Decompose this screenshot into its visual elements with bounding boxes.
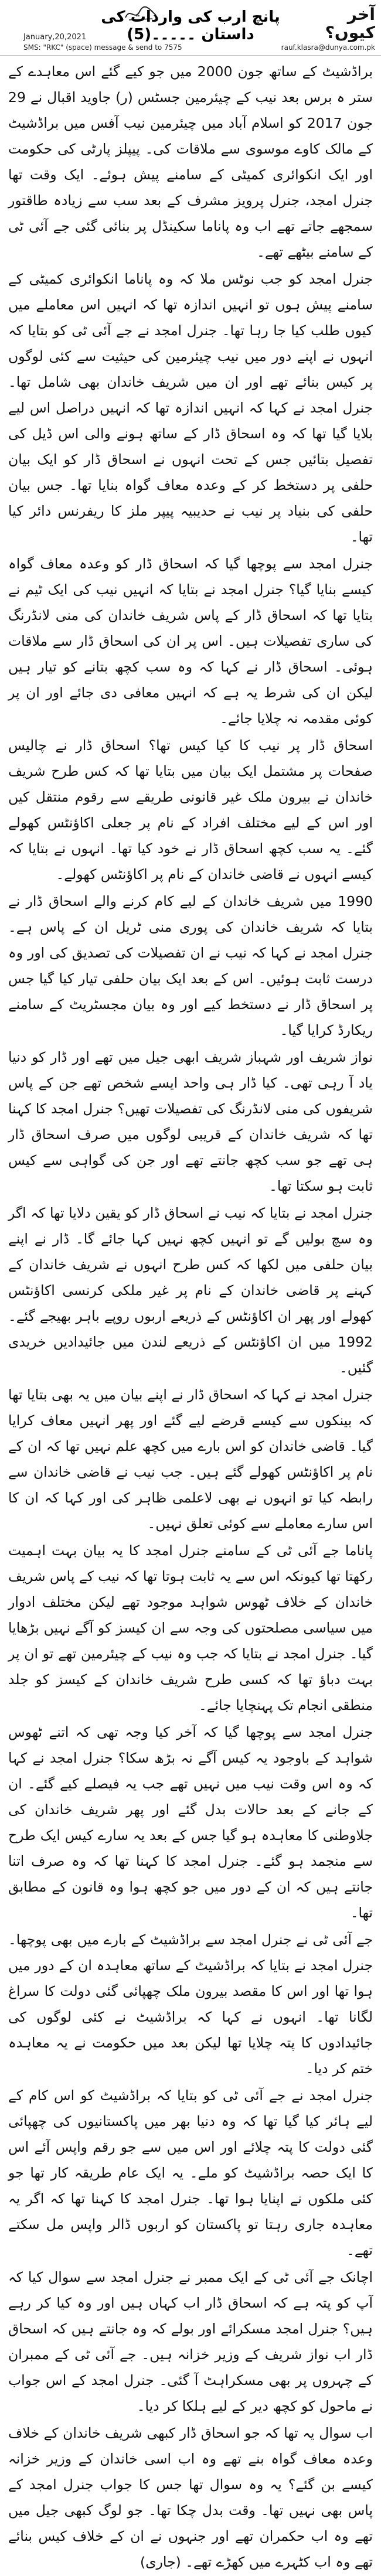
header-divider <box>0 55 381 56</box>
article-paragraph: جنرل امجد سے پوچھا گیا کہ اسحاق ڈار کو وعدہ معاف گواہ کیسے بنایا گیا؟ جنرل امجد نے بتایا کہ انہیں نیب کی ایک ٹیم نے بتایا تھا کہ اسحاق ڈار کے پاس شریف خاندان کی منی لانڈرنگ کی ساری تفصیلات ہیں۔ اس پر ان کی اسحاق ڈار سے ملاقات ہوئی۔ اسحاق ڈار نے کہا کہ وہ سب کچھ بتانے کو تیار ہیں لیکن ان کی شرط یہ ہے کہ انہیں معافی دی جائے اور ان پر کوئی مقدمہ نہ چلایا جائے۔ <box>8 556 373 727</box>
column-header <box>0 0 381 54</box>
article-paragraph: اب سوال یہ تھا کہ جو اسحاق ڈار کبھی شریف خاندان کے خلاف وعدہ معاف گواہ بنے تھے وہ اب اسی خاندان کے وزیر خزانہ کیسے بن گئے؟ یہ وہ سوال تھا جس کا جواب جنرل امجد کے پاس بھی نہیں تھا۔ وقت بدل چکا تھا۔ جو لوگ کبھی جیل میں تھے وہ اب حکمران تھے اور جنہوں نے ان کے خلاف کیس بنائے تھے وہ اب کٹہرے میں کھڑے تھے۔ (جاری) <box>8 2425 373 2570</box>
article-headline: پانچ ارب کی واردات کی داستان ۔۔۔۔۔(5) <box>101 8 280 43</box>
article-paragraph: جنرل امجد کو جب نوٹس ملا کہ وہ پاناما انکوائری کمیٹی کے سامنے پیش ہوں تو انہیں اندازہ تھا کہ انہیں اس معاملے میں کیوں طلب کیا جا رہا تھا۔ جنرل امجد نے جے آئی ٹی کو بتایا کہ انہوں نے اپنے دور میں نیب چیئرمین کی حیثیت سے کئی لوگوں پر کیس بنائے تھے اور ان میں شریف خاندان بھی شامل تھا۔ جنرل امجد نے کہا کہ انہیں اندازہ تھا کہ انہیں دراصل اس لیے بلایا گیا تھا کہ وہ اسحاق ڈار کے ساتھ ہونے والی اس ڈیل کی تفصیل بتائیں جس کے تحت انہوں نے اسحاق ڈار کو ایک بیان حلفی پر دستخط کر کے وعدہ معاف گواہ بنایا تھا۔ جس بیان حلفی کی بنیاد پر نیب نے حدیبیہ پیپر ملز کا ریفرنس دائر کیا تھا۔ <box>8 271 373 545</box>
author-email: rauf.klasra@dunya.com.pk <box>281 43 375 52</box>
article-paragraph: جنرل امجد نے جے آئی ٹی کو بتایا کہ براڈشیٹ کو اس کام کے لیے ہائر کیا گیا تھا کہ وہ دنیا بھر میں پاکستانیوں کی چھپائی گئی دولت کا پتہ چلائے اور اس میں سے جو رقم واپس آئے اس کا ایک حصہ براڈشیٹ کو ملے۔ یہ ایک عام طریقہ کار تھا جو کئی ملکوں نے اپنایا ہوا تھا۔ جنرل امجد کا کہنا تھا کہ اگر یہ معاہدہ جاری رہتا تو پاکستان کو اربوں ڈالر واپس مل سکتے تھے۔ <box>8 2087 373 2258</box>
article-paragraph: اسحاق ڈار پر نیب کا کیا کیس تھا؟ اسحاق ڈار نے چالیس صفحات پر مشتمل ایک بیان میں بتایا تھا کہ کس طرح شریف خاندان نے بیرون ملک غیر قانونی طریقے سے رقوم منتقل کیں اور اس کے لیے مختلف افراد کے نام پر جعلی اکاؤنٹس کھولے گئے۔ یہ سب کچھ اسحاق ڈار نے خود کیا تھا۔ انہوں نے بتایا کہ کیسے انہوں نے قاضی خاندان کے نام پر اکاؤنٹس کھولے۔ <box>8 737 373 882</box>
article-paragraph: نواز شریف اور شہباز شریف ابھی جیل میں تھے اور ڈار کو دنیا یاد آ رہی تھی۔ کیا ڈار ہی واحد ایسے شخص تھے جن کے پاس شریفوں کی منی لانڈرنگ کی تفصیلات تھیں؟ جنرل امجد کا کہنا تھا کہ شریف خاندان کے قریبی لوگوں میں صرف اسحاق ڈار ہی تھے جو سب کچھ جانتے تھے اور جن کی گواہی سے کیس ثابت ہو سکتا تھا۔ <box>8 1049 373 1194</box>
article-paragraph: جنرل امجد سے پوچھا گیا کہ آخر کیا وجہ تھی کہ اتنے ٹھوس شواہد کے باوجود یہ کیس آگے نہ بڑھ سکا؟ جنرل امجد نے کہا کہ وہ اس وقت نیب میں نہیں تھے جب یہ فیصلے کیے گئے۔ ان کے جانے کے بعد حالات بدل گئے اور پھر شریف خاندان کی جلاوطنی کا معاہدہ ہو گیا جس کے بعد یہ سارے کیس ایک طرح سے منجمد ہو گئے۔ جنرل امجد کا کہنا تھا کہ وہ صرف اتنا جانتے ہیں کہ ان کے دور میں جو کچھ ہوا وہ قانون کے مطابق تھا۔ <box>8 1724 373 1921</box>
article-body <box>8 59 373 2576</box>
publish-date: January,20,2021 <box>23 33 87 42</box>
article-paragraph: براڈشیٹ کے ساتھ جون 2000 میں جو کیے گئے اس معاہدے کے ستر ہ برس بعد نیب کے چیئرمین جسٹس (ر) جاوید اقبال نے 29 جون 2017 کو اسلام آباد میں چیئرمین نیب آفس میں براڈشیٹ کے مالک کاوے موسوی سے ملاقات کی۔ پیپلز پارٹی کی حکومت اور ایک انکوائری کمیٹی کے سامنے پیش ہوئے۔ ایک وقت تھا جنرل امجد، جنرل پرویز مشرف کے بعد سب سے زیادہ طاقتور سمجھے جاتے تھے اب وہ پاناما سکینڈل پر بنائی گئی جے آئی ٹی کے سامنے بیٹھے تھے۔ <box>8 63 373 260</box>
article-paragraph: جنرل امجد نے بتایا کہ نیب نے اسحاق ڈار کو یقین دلایا تھا کہ اگر وہ سچ بولیں گے تو انہیں کچھ نہیں کہا جائے گا۔ ڈار نے اپنے بیان حلفی میں لکھا کہ کس طرح انہوں نے شریف خاندان کے کہنے پر قاضی خاندان کے نام پر غیر ملکی کرنسی اکاؤنٹس کھولے اور پھر ان اکاؤنٹس کے ذریعے اربوں روپے باہر بھیجے گئے۔ 1992 میں ان اکاؤنٹس کے ذریعے لندن میں جائیدادیں خریدی گئیں۔ <box>8 1205 373 1376</box>
article-paragraph: اچانک جے آئی ٹی کے ایک ممبر نے جنرل امجد سے سوال کیا کہ آپ کو پتہ ہے کہ اسحاق ڈار اب کہاں ہیں اور وہ کیا کر رہے ہیں؟ جنرل امجد مسکرائے اور بولے کہ وہ جانتے ہیں کہ اسحاق ڈار اب نواز شریف کے وزیر خزانہ ہیں۔ جے آئی ٹی کے ممبران کے چہروں پر بھی مسکراہٹ آ گئی۔ جنرل امجد کے اس جواب نے ماحول کو کچھ دیر کے لیے ہلکا کر دیا۔ <box>8 2269 373 2414</box>
article-paragraph: پاناما جے آئی ٹی کے سامنے جنرل امجد کا یہ بیان بہت اہمیت رکھتا تھا کیونکہ اس سے یہ ثابت ہوتا تھا کہ نیب کے پاس شریف خاندان کے خلاف ٹھوس شواہد موجود تھے لیکن مختلف ادوار میں سیاسی مصلحتوں کی وجہ سے ان کیسز کو آگے نہیں بڑھایا گیا۔ جنرل امجد نے بتایا کہ جب وہ نیب کے چیئرمین تھے تو ان پر بہت دباؤ تھا کہ کسی طرح شریف خاندان کے کیسز کو جلد منطقی انجام تک پہنچایا جائے۔ <box>8 1542 373 1713</box>
sms-instruction: SMS: "RKC" (space) message & send to 7575 <box>23 43 182 52</box>
article-paragraph: جنرل امجد نے کہا کہ اسحاق ڈار نے اپنے بیان میں یہ بھی بتایا تھا کہ بینکوں سے کیسے قرضے لیے گئے اور پھر انہیں معاف کرایا گیا۔ قاضی خاندان کو اس بارے میں کچھ علم نہیں تھا کہ ان کے نام پر اکاؤنٹس کھولے گئے ہیں۔ جب نیب نے قاضی خاندان سے رابطہ کیا تو انہوں نے بھی لاعلمی ظاہر کی اور کہا کہ ان کا اس سارے معاملے سے کوئی تعلق نہیں۔ <box>8 1386 373 1532</box>
article-paragraph: جے آئی ٹی نے جنرل امجد سے براڈشیٹ کے بارے میں بھی پوچھا۔ جنرل امجد نے بتایا کہ براڈشیٹ کے ساتھ معاہدہ ان کے دور میں ہوا تھا اور اس کا مقصد بیرون ملک چھپائی گئی دولت کا سراغ لگانا تھا۔ انہوں نے کہا کہ براڈشیٹ نے کئی لوگوں کی جائیدادوں کا پتہ چلایا تھا لیکن بعد میں حکومت نے یہ معاہدہ ختم کر دیا۔ <box>8 1931 373 2077</box>
column-logo: آخر کیوں؟ <box>325 5 375 42</box>
article-paragraph: 1990 میں شریف خاندان کے لیے کام کرنے والے اسحاق ڈار نے بتایا کہ شریف خاندان کی پوری منی ٹریل ان کے پاس ہے۔ جنرل امجد نے کہا کہ نیب نے ان تفصیلات کی تصدیق کی اور وہ درست ثابت ہوئیں۔ اس کے بعد ایک بیان حلفی تیار کیا گیا جس پر اسحاق ڈار نے دستخط کیے اور وہ بیان مجسٹریٹ کے سامنے ریکارڈ کرایا گیا۔ <box>8 893 373 1038</box>
